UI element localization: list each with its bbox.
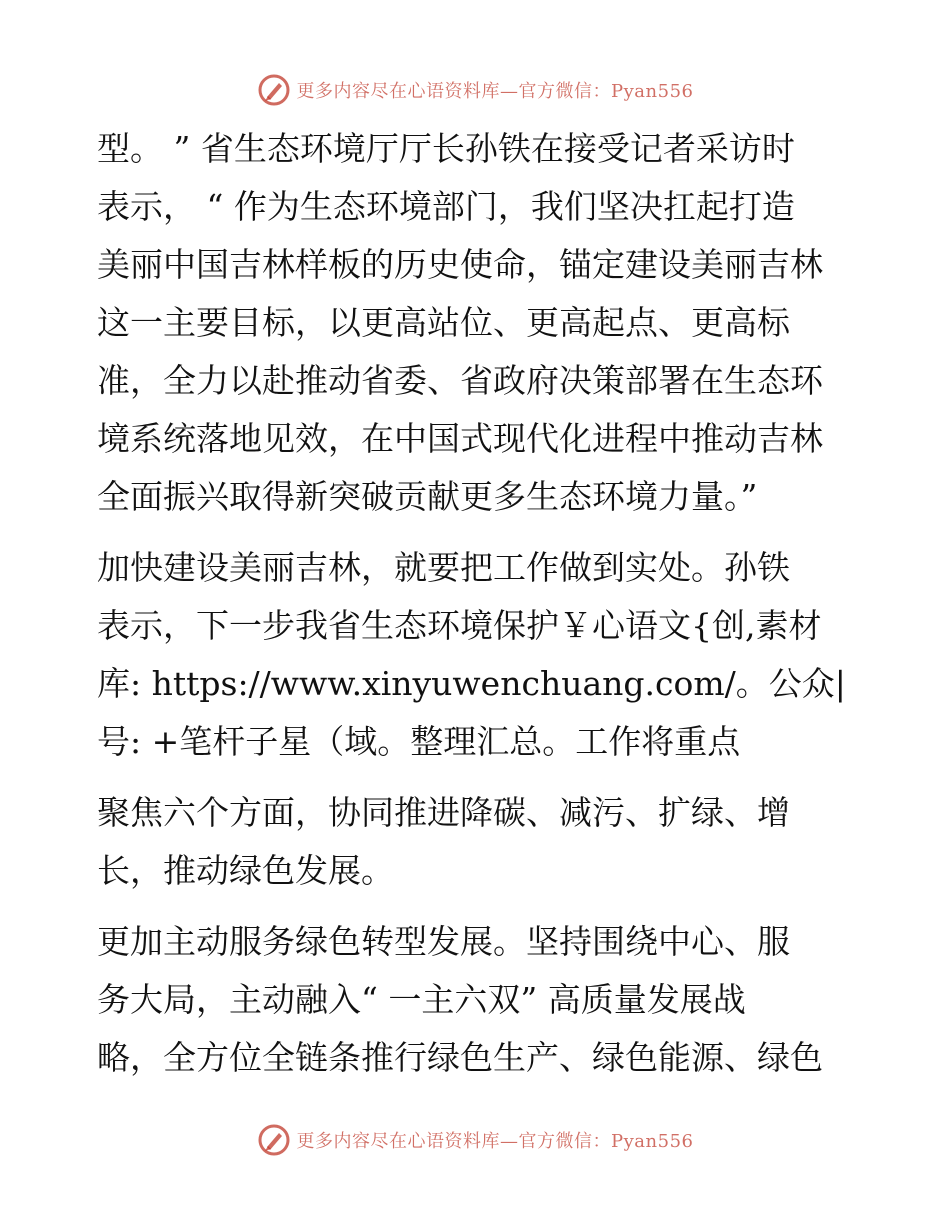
text-line: 全面振兴取得新突破贡献更多生态环境力量。” [97,477,758,516]
text-line: 表示，下一步我省生态环境保护￥心语文{创,素材 [97,606,822,645]
text-line: 型。 ” 省生态环境厅厅长孙铁在接受记者采访时 [97,129,795,168]
text-line: 这一主要目标，以更高站位、更高起点、更高标 [97,303,790,342]
pen-logo-icon [257,1123,291,1157]
paragraph [97,539,857,771]
text-line: 准，全力以赴推动省委、省政府决策部署在生态环 [97,361,823,400]
text-line: 号: +笔杆子星（域。整理汇总。工作将重点 [97,722,741,761]
footer-watermark [0,1120,950,1160]
watermark-text: 更多内容尽在心语资料库—官方微信：Pyan556 [296,1131,694,1152]
text-line: 表示， “ 作为生态环境部门，我们坚决扛起打造 [97,187,795,226]
paragraph [97,120,857,526]
pen-logo-icon [257,73,291,107]
text-line: 更加主动服务绿色转型发展。坚持围绕中心、服 [97,922,790,961]
text-line: 美丽中国吉林样板的历史使命，锚定建设美丽吉林 [97,245,823,284]
document-body [97,120,857,1087]
text-line: 务大局，主动融入“ 一主六双” 高质量发展战 [97,980,746,1019]
watermark-text: 更多内容尽在心语资料库—官方微信：Pyan556 [296,81,694,102]
text-line: 聚焦六个方面，协同推进降碳、减污、扩绿、增 [97,793,790,832]
text-line: 境系统落地见效，在中国式现代化进程中推动吉林 [97,419,823,458]
paragraph [97,913,857,1087]
header-watermark [0,70,950,110]
text-line: 略，全方位全链条推行绿色生产、绿色能源、绿色 [97,1038,823,1077]
text-line: 加快建设美丽吉林，就要把工作做到实处。孙铁 [97,548,790,587]
text-line: 库: https://www.xinyuwenchuang.com/。公众| [97,664,846,703]
text-line: 长，推动绿色发展。 [97,851,394,890]
paragraph [97,784,857,900]
